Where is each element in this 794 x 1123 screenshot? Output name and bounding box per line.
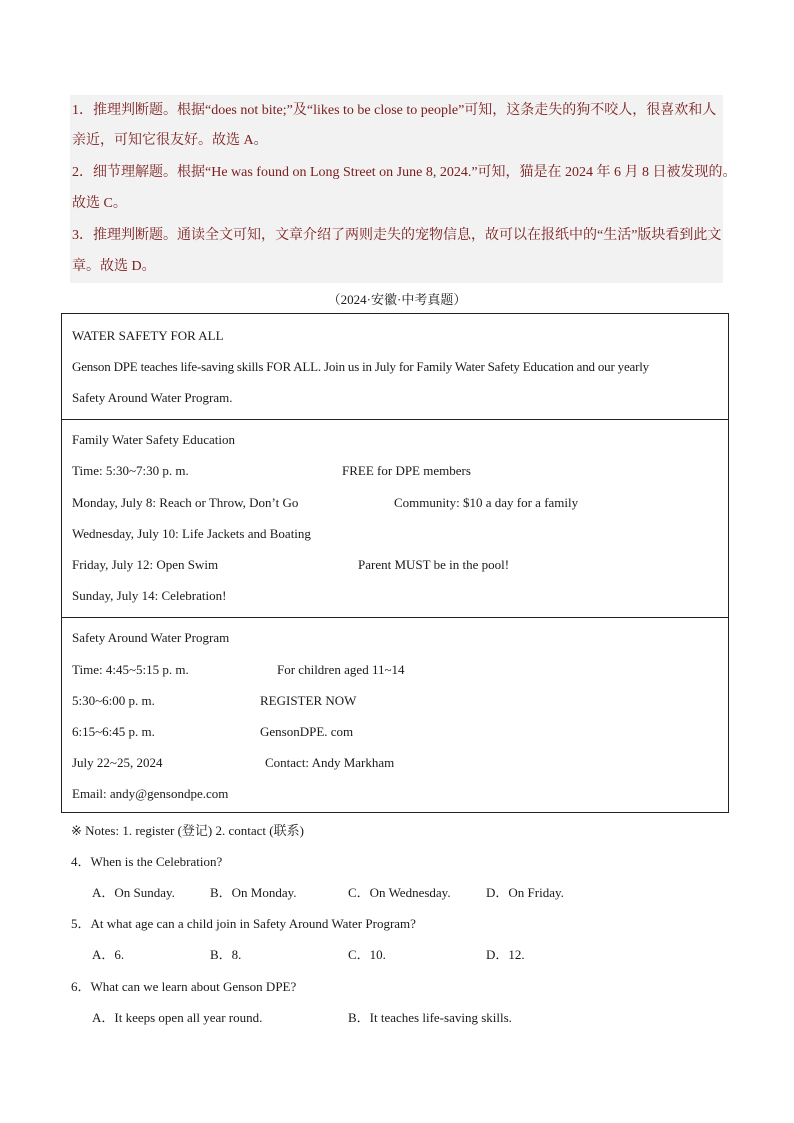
family-sunday: Sunday, July 14: Celebration! bbox=[72, 588, 227, 603]
water-safety-notice bbox=[61, 313, 729, 813]
program-dates: July 22~25, 2024 bbox=[72, 755, 163, 770]
answer-3-line-2: 章。故选 D。 bbox=[72, 259, 156, 274]
program-time: Time: 4:45~5:15 p. m. bbox=[72, 662, 189, 677]
family-parent: Parent MUST be in the pool! bbox=[358, 557, 510, 572]
question-5-option-d: D．12. bbox=[486, 947, 525, 962]
question-5-option-b: B．8. bbox=[210, 947, 242, 962]
question-4-option-b: B．On Monday. bbox=[210, 885, 297, 900]
question-4-option-a: A．On Sunday. bbox=[92, 885, 175, 900]
notice-intro-line-2: Safety Around Water Program. bbox=[72, 390, 233, 405]
family-free: FREE for DPE members bbox=[342, 463, 471, 478]
question-5-stem: 5．At what age can a child join in Safety Around Water Program? bbox=[71, 916, 416, 931]
family-monday: Monday, July 8: Reach or Throw, Don’t Go bbox=[72, 495, 299, 510]
family-friday: Friday, July 12: Open Swim bbox=[72, 557, 219, 572]
family-time: Time: 5:30~7:30 p. m. bbox=[72, 463, 189, 478]
question-6-stem: 6．What can we learn about Genson DPE? bbox=[71, 979, 297, 994]
answer-3-line-1: 3．推理判断题。通读全文可知，文章介绍了两则走失的宠物信息，故可以在报纸中的“生活”版块看到此文 bbox=[72, 228, 722, 243]
program-slot-2: 5:30~6:00 p. m. bbox=[72, 693, 155, 708]
family-wednesday: Wednesday, July 10: Life Jackets and Boating bbox=[72, 526, 311, 541]
section-divider bbox=[62, 617, 728, 618]
program-contact: Contact: Andy Markham bbox=[265, 755, 395, 770]
program-section-title: Safety Around Water Program bbox=[72, 630, 230, 645]
answer-explanations bbox=[70, 95, 737, 283]
program-children: For children aged 11~14 bbox=[277, 662, 405, 677]
notice-intro-line-1: Genson DPE teaches life-saving skills FOR ALL. Join us in July for Family Water Safety Education and our yearly bbox=[72, 359, 649, 374]
source-label: （2024·安徽·中考真题） bbox=[327, 292, 467, 307]
program-slot-3: 6:15~6:45 p. m. bbox=[72, 724, 155, 739]
question-4-stem: 4．When is the Celebration? bbox=[71, 854, 223, 869]
answer-1-line-2: 亲近，可知它很友好。故选 A。 bbox=[72, 133, 268, 148]
question-4-option-c: C．On Wednesday. bbox=[348, 885, 451, 900]
section-divider bbox=[62, 419, 728, 420]
question-4-option-d: D．On Friday. bbox=[486, 885, 564, 900]
notes: ※ Notes: 1. register (登记) 2. contact (联系) bbox=[71, 823, 304, 838]
program-website: GensonDPE. com bbox=[260, 724, 354, 739]
question-6-option-a: A．It keeps open all year round. bbox=[92, 1010, 263, 1025]
family-section-title: Family Water Safety Education bbox=[72, 432, 235, 447]
notice-title: WATER SAFETY FOR ALL bbox=[72, 328, 224, 343]
program-email: Email: andy@gensondpe.com bbox=[72, 786, 229, 801]
program-register: REGISTER NOW bbox=[260, 693, 357, 708]
answer-2-line-1: 2．细节理解题。根据“He was found on Long Street on June 8, 2024.”可知，猫是在 2024 年 6 月 8 日被发现的。 bbox=[72, 165, 737, 180]
family-community: Community: $10 a day for a family bbox=[394, 495, 579, 510]
question-6-option-b: B．It teaches life-saving skills. bbox=[348, 1010, 512, 1025]
question-5-option-c: C．10. bbox=[348, 947, 386, 962]
question-5-option-a: A．6. bbox=[92, 947, 125, 962]
answer-2-line-2: 故选 C。 bbox=[72, 196, 127, 211]
answer-1-line-1: 1．推理判断题。根据“does not bite;”及“likes to be close to people”可知，这条走失的狗不咬人，很喜欢和人 bbox=[72, 103, 717, 118]
